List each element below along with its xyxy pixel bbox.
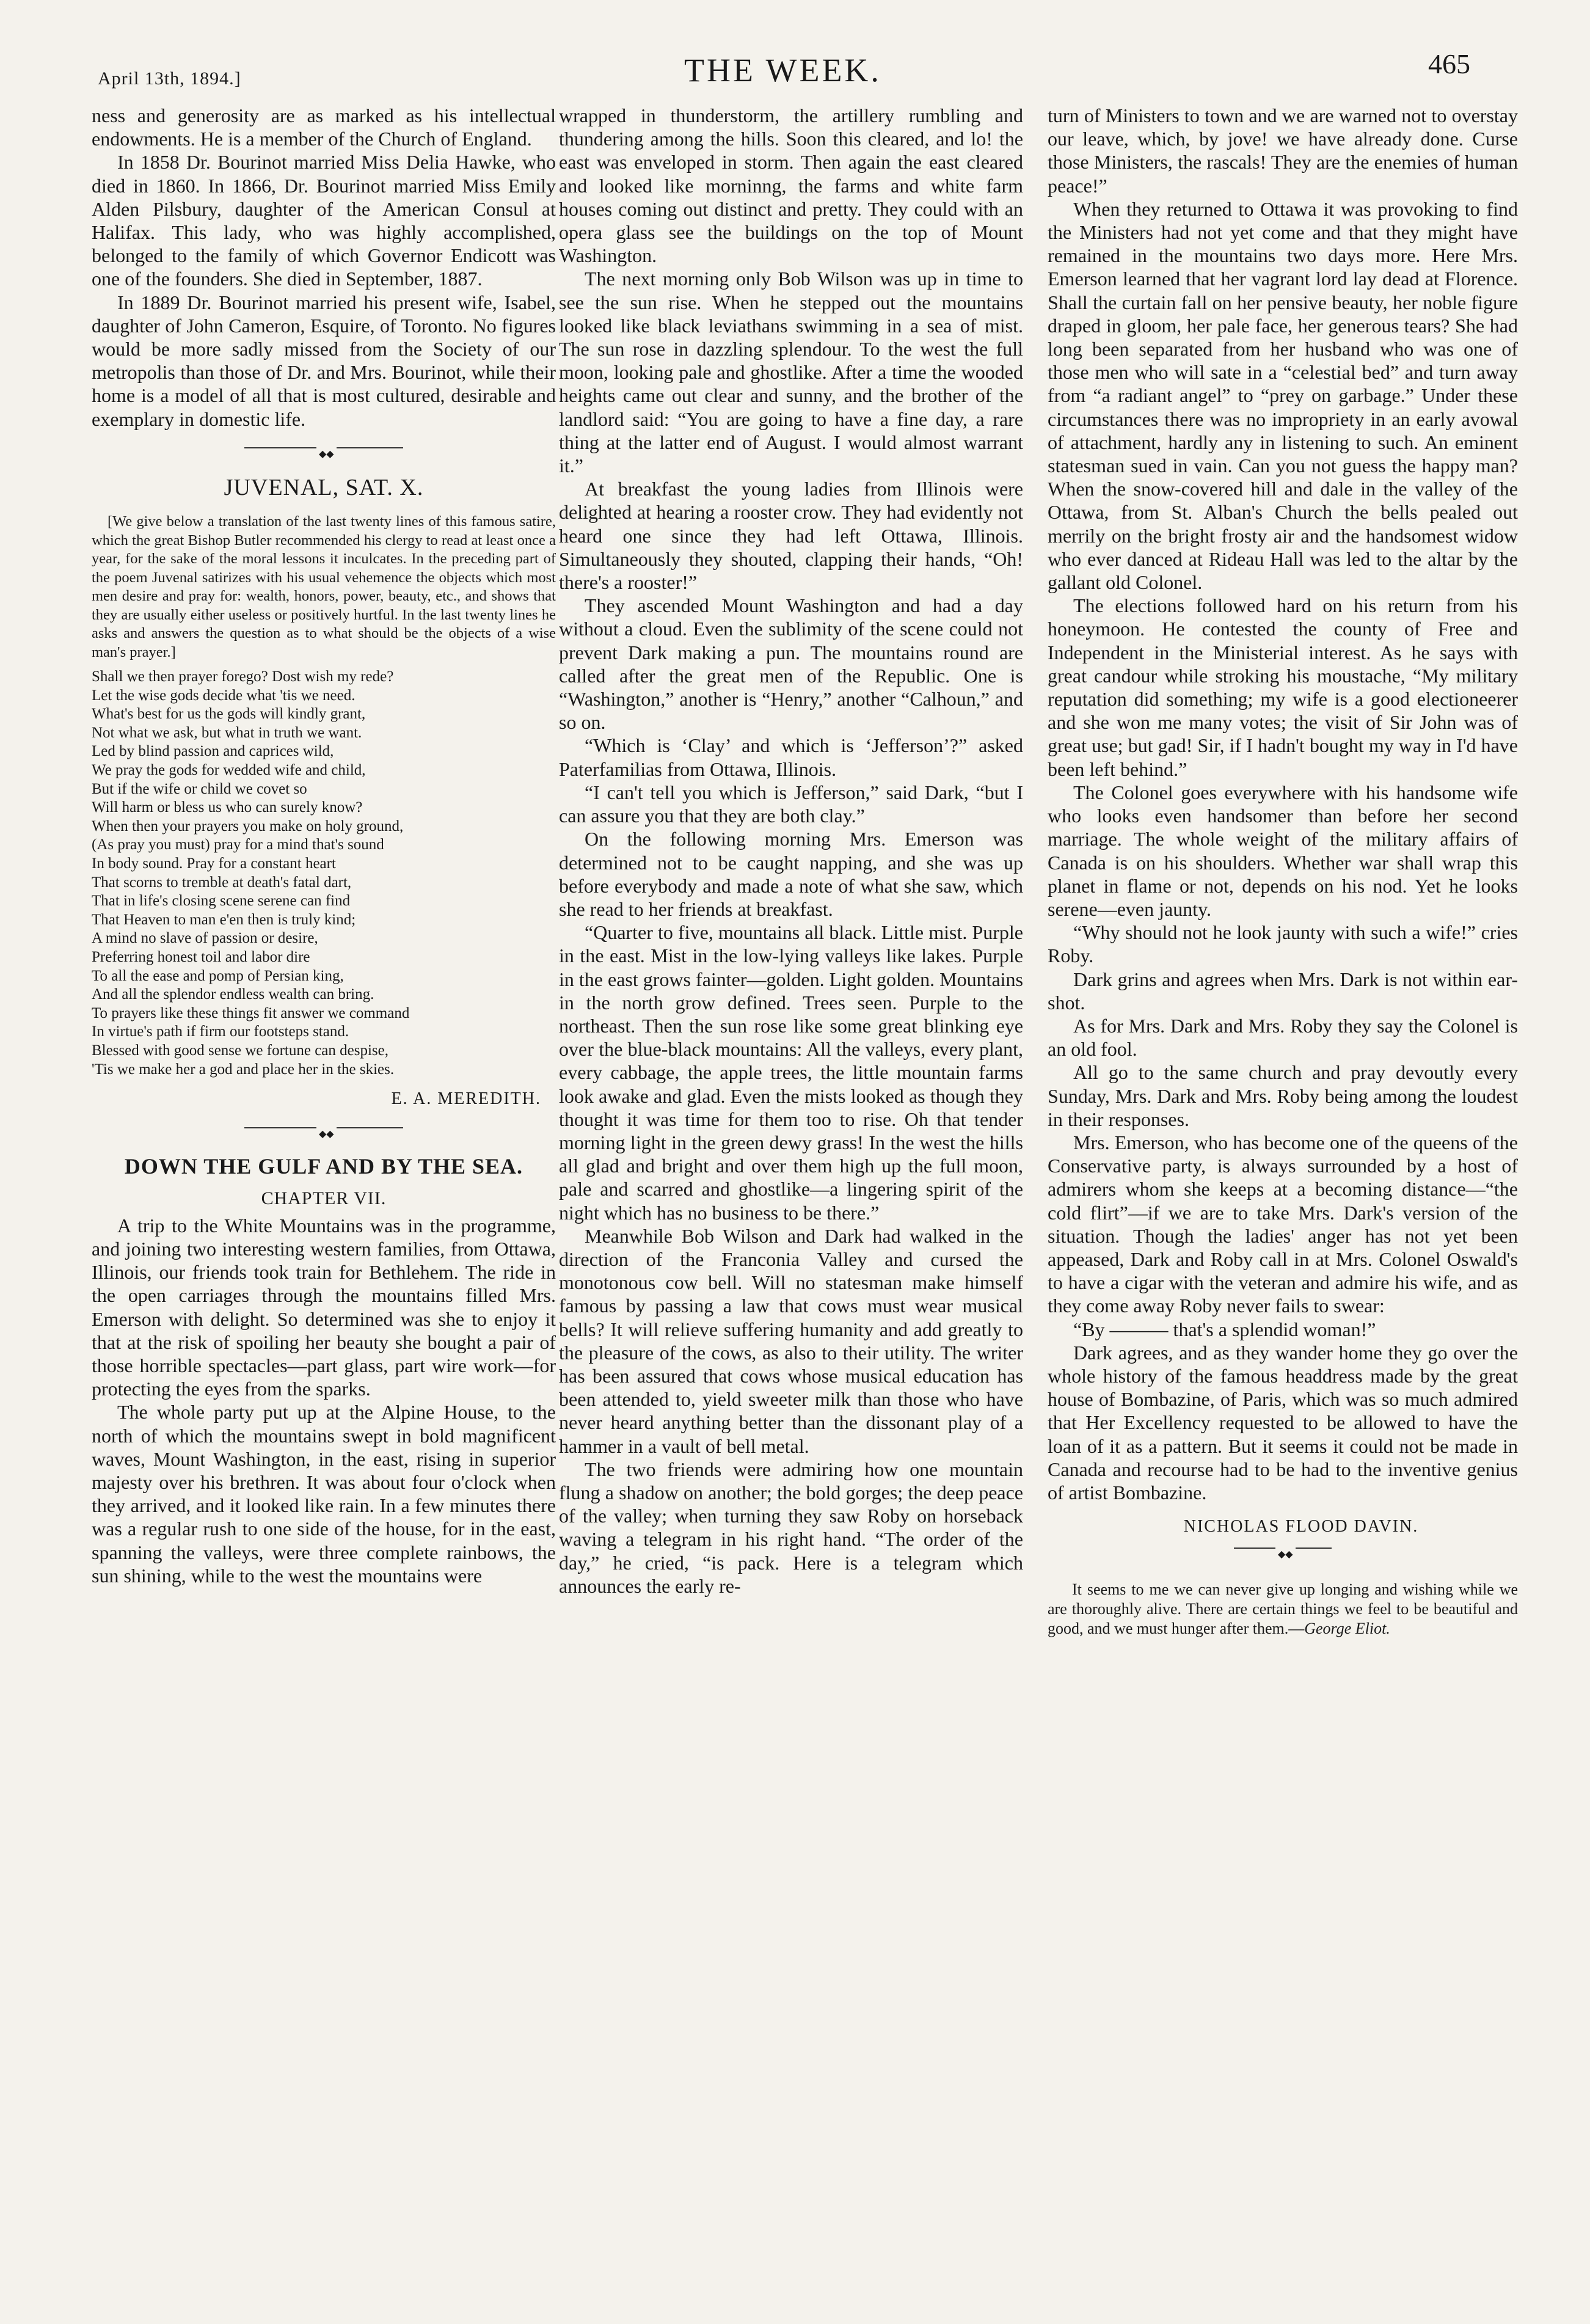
paragraph: Mrs. Emerson, who has become one of the queens of the Conservative party, is always surrounded by a host of admirers whom she keeps at a becoming distance—“the cold flirt”—if we are to take Mrs. Dark's version of the situation. Though the ladies' anger has not yet been appeased, Dark and Roby call in at Mrs. Colonel Oswald's to have a cigar with the veteran and admire his wife, and as they come away Roby never fails to swear:	[1048, 1131, 1518, 1317]
poem-line: We pray the gods for wedded wife and child,	[92, 762, 366, 779]
paragraph: In 1889 Dr. Bourinot married his present wife, Isabel, daughter of John Cameron, Esquire, of Toronto. No figures would be more sadly missed from the Society of our metropolis than those of Dr. and Mrs. Bourinot, while their home is a model of all that is most cultured, desirable and exemplary in domestic life.	[92, 291, 556, 430]
poem-line: When then your prayers you make on holy ground,	[92, 817, 404, 835]
page-number: 465	[1428, 48, 1470, 79]
issue-date: April 13th, 1894.]	[98, 68, 241, 89]
poem-line: To prayers like these things fit answer we command	[92, 1004, 410, 1021]
poem-line: That Heaven to man e'en then is truly kind;	[92, 911, 356, 928]
paragraph: On the following morning Mrs. Emerson was determined not to be caught napping, and she was up before everybody and made a note of what she saw, which she read to her friends at breakfast.	[559, 828, 1023, 920]
poem-line: Will harm or bless us who can surely know?	[92, 799, 363, 816]
poem-line: What's best for us the gods will kindly grant,	[92, 706, 366, 723]
paragraph: “Which is ‘Clay’ and which is ‘Jefferson’?” asked Paterfamilias from Ottawa, Illinois.	[559, 734, 1023, 780]
quote-author: George Eliot.	[1304, 1620, 1390, 1638]
paragraph: When they returned to Ottawa it was provoking to find the Ministers had not yet come and that they might have remained in the mountains two days more. Here Mrs. Emerson learned that her vagrant lord lay dead at Florence. Shall the curtain fall on her pensive beauty, her noble figure draped in gloom, her pale face, her generous tears? She had long been separated from her husband who was one of those men who will sate in a “celestial bed” and turn away from “a radiant angel” to “prey on garbage.” Under these circumstances there was no impropriety in an early avowal of attachment, hardly any in listening to such. An eminent statesman sued in vain. Can you not guess the happy man? When the snow-covered hill and dale in the valley of the Ottawa, from St. Alban's Church the bells pealed out merrily on the bright frosty air and the handsomest widow who ever danced at Rideau Hall was led to the altar by the gallant old Colonel.	[1048, 197, 1518, 594]
poem	[92, 668, 556, 1079]
poem-line: Not what we ask, but what in truth we want.	[92, 724, 362, 741]
paragraph: The Colonel goes everywhere with his handsome wife who looks even handsomer than before her second marriage. The whole weight of the military affairs of Canada is on his shoulders. Whether war shall wrap this planet in flame or not, depends on his nod. Yet he looks serene—even jaunty.	[1048, 781, 1518, 920]
poem-signature: E. A. MEREDITH.	[391, 1089, 541, 1109]
paragraph: “I can't tell you which is Jefferson,” said Dark, “but I can assure you that they are both clay.”	[559, 781, 1023, 827]
poem-line: To all the ease and pomp of Persian king,	[92, 967, 344, 984]
paragraph: The next morning only Bob Wilson was up in time to see the sun rise. When he stepped out the mountains looked like black leviathans swimming in a sea of mist. The sun rose in dazzling splendour. To the west the full moon, looking pale and ghostlike. After a time the wooded heights came out clear and sunny, and the brother of the landlord said: “You are going to have a fine day, a rare thing at the latter end of August. I would almost warrant it.”	[559, 268, 1023, 477]
paragraph: turn of Ministers to town and we are warned not to overstay our leave, which, by jove! we have already done. Curse those Ministers, the rascals! They are the enemies of human peace!”	[1048, 104, 1518, 197]
note-text: [We give below a translation of the last twenty lines of this famous satire, which the great Bishop Butler recommended his clergy to read at least once a year, for the sake of the moral lessons it inculcates. In the preceding part of the poem Juvenal satirizes with his usual vehemence the objects which most men desire and pray for: wealth, honors, power, beauty, etc., and shows that they are usually either useless or positively hurtful. In the last twenty lines he asks and answers the question as to what should be the objects of a wise man's prayer.]	[92, 513, 556, 660]
paragraph: wrapped in thunderstorm, the artillery rumbling and thundering among the hills. Soon this cleared, and lo! the east was enveloped in storm. Then again the east cleared and looked like morninng, the farms and white farm houses coming out distinct and pretty. They could with an opera glass see the buildings on the top of Mount Washington.	[559, 104, 1023, 267]
column-2	[559, 104, 1023, 1598]
translator-note	[92, 513, 556, 662]
poem-line: But if the wife or child we covet so	[92, 780, 307, 797]
paragraph: “Quarter to five, mountains all black. Little mist. Purple in the east. Mist in the low-lying valleys like lakes. Purple in the east grows fainter—golden. Light golden. Mountains in the north grow defined. Trees seen. Purple to the northeast. Then the sun rose like some great blinking eye over the blue-black mountains: All the valleys, every plant, every cabbage, the apple trees, the little mountain farms look awake and glad. Even the mists looked as though they thought it was time for them too to rise. Oh that tender morning light in the green dewy grass! In the west the hills all glad and bright and over them high up the full moon, pale and scarred and ghostlike—a lingering spirit of the night which has no business to be there.”	[559, 921, 1023, 1224]
poem-line: (As pray you must) pray for a mind that's sound	[92, 836, 384, 853]
column-3	[1048, 104, 1518, 1639]
paragraph: Meanwhile Bob Wilson and Dark had walked in the direction of the Franconia Valley and cursed the monotonous cow bell. Will no statesman make himself famous by passing a law that cows must wear musical bells? It will relieve suffering humanity and add greatly to the pleasure of the cows, as also to their utility. The writer has been assured that cows whose musical education has been attended to, yield sweeter milk than those who have never heard anything better than the dissonant play of a hammer in a vault of bell metal.	[559, 1224, 1023, 1457]
poem-line: In virtue's path if firm our footsteps stand.	[92, 1023, 349, 1040]
story-title: DOWN THE GULF AND BY THE SEA.	[124, 1154, 523, 1179]
paragraph: Dark agrees, and as they wander home they go over the whole history of the famous headdress made by the great house of Bombazine, of Paris, which was so much admired that Her Excellency requested to be allowed to have the loan of it as a pattern. But it seems it could not be made in Canada and recourse had to be had to the inventive genius of artist Bombazine.	[1048, 1341, 1518, 1504]
paragraph: “By ——— that's a splendid woman!”	[1073, 1318, 1376, 1340]
column-1	[92, 104, 556, 1587]
paragraph: In 1858 Dr. Bourinot married Miss Delia Hawke, who died in 1860. In 1866, Dr. Bourinot married Miss Emily Alden Pilsbury, daughter of the American Consul at Halifax. This lady, who was highly accomplished, belonged to the family of which Governor Endicott was one of the founders. She died in September, 1887.	[92, 151, 556, 290]
paragraph: They ascended Mount Washington and had a day without a cloud. Even the sublimity of the scene could not prevent Dark making a pun. The mountains round are called after the great men of the Republic. One is “Washington,” another is “Henry,” another “Calhoun,” and so on.	[559, 594, 1023, 734]
paragraph: Dark grins and agrees when Mrs. Dark is not within ear-shot.	[1048, 968, 1518, 1014]
paragraph: “Why should not he look jaunty with such a wife!” cries Roby.	[1048, 921, 1518, 967]
poem-line: That in life's closing scene serene can find	[92, 893, 351, 910]
paragraph: The elections followed hard on his return from his honeymoon. He contested the county of Free and Independent in the Ministerial interest. As he says with great candour while stroking his moustache, “My military reputation did something; my wife is a good electioneerer and she won me many votes; the visit of Sir John was of great use; but gad! Sir, if I hadn't bought my way in I'd have been left behind.”	[1048, 594, 1518, 780]
chapter-heading: CHAPTER VII.	[261, 1188, 387, 1208]
paragraph: The whole party put up at the Alpine House, to the north of which the mountains swept in bold magnificent waves, Mount Washington, in the east, rising in superior majesty over his brethren. It was about four o'clock when they arrived, and it looked like rain. In a few minutes there was a regular rush to one side of the house, for in the east, spanning the valleys, were three complete rainbows, the sun shining, while to the west the mountains were	[92, 1401, 556, 1587]
poem-line: In body sound. Pray for a constant heart	[92, 855, 336, 872]
quote-text: It seems to me we can never give up longing and wishing while we are thoroughly alive. There are certain things we feel to be beautiful and good, and we must hunger after them.—	[1048, 1580, 1518, 1638]
paragraph: A trip to the White Mountains was in the programme, and joining two interesting western families, from Ottawa, Illinois, our friends took train for Bethlehem. The ride in the open carriages through the mountains filled Mrs. Emerson with delight. So determined was she to enjoy it that at the risk of spoiling her beauty she bought a pair of those horrible spectacles—part glass, part wire work—for protecting the eyes from the sparks.	[92, 1214, 556, 1400]
section-divider: ◆◆	[1234, 1542, 1332, 1554]
poem-line: Led by blind passion and caprices wild,	[92, 743, 334, 760]
story-signature: NICHOLAS FLOOD DAVIN.	[1183, 1517, 1419, 1537]
poem-line: Shall we then prayer forego? Dost wish my rede?	[92, 668, 394, 685]
paragraph: As for Mrs. Dark and Mrs. Roby they say the Colonel is an old fool.	[1048, 1014, 1518, 1061]
poem-line: That scorns to tremble at death's fatal dart,	[92, 874, 352, 891]
masthead-title: THE WEEK.	[684, 52, 881, 89]
paragraph: At breakfast the young ladies from Illinois were delighted at hearing a rooster crow. They had evidently not heard one since they had left Ottawa, Illinois. Simultaneously they shouted, clapping their hands, “Oh! there's a rooster!”	[559, 478, 1023, 594]
paragraph: The two friends were admiring how one mountain flung a shadow on another; the bold gorges; the deep peace of the valley; when turning they saw Roby on horseback waving a telegram in his right hand. “The order of the day,” he cried, “is pack. Here is a telegram which announces the early re-	[559, 1458, 1023, 1597]
section-divider: ◆◆	[244, 1122, 403, 1134]
poem-line: 'Tis we make her a god and place her in the skies.	[92, 1061, 395, 1078]
poem-line: Blessed with good sense we fortune can despise,	[92, 1042, 388, 1059]
poem-title: JUVENAL, SAT. X.	[224, 474, 424, 500]
poem-line: Let the wise gods decide what 'tis we need.	[92, 687, 356, 704]
closing-quote	[1048, 1580, 1518, 1639]
section-divider: ◆◆	[244, 442, 403, 454]
paragraph: All go to the same church and pray devoutly every Sunday, Mrs. Dark and Mrs. Roby being among the loudest in their responses.	[1048, 1061, 1518, 1130]
paragraph: ness and generosity are as marked as his intellectual endowments. He is a member of the Church of England.	[92, 104, 556, 150]
poem-line: A mind no slave of passion or desire,	[92, 930, 318, 947]
poem-line: Preferring honest toil and labor dire	[92, 948, 310, 965]
poem-line: And all the splendor endless wealth can bring.	[92, 986, 374, 1003]
